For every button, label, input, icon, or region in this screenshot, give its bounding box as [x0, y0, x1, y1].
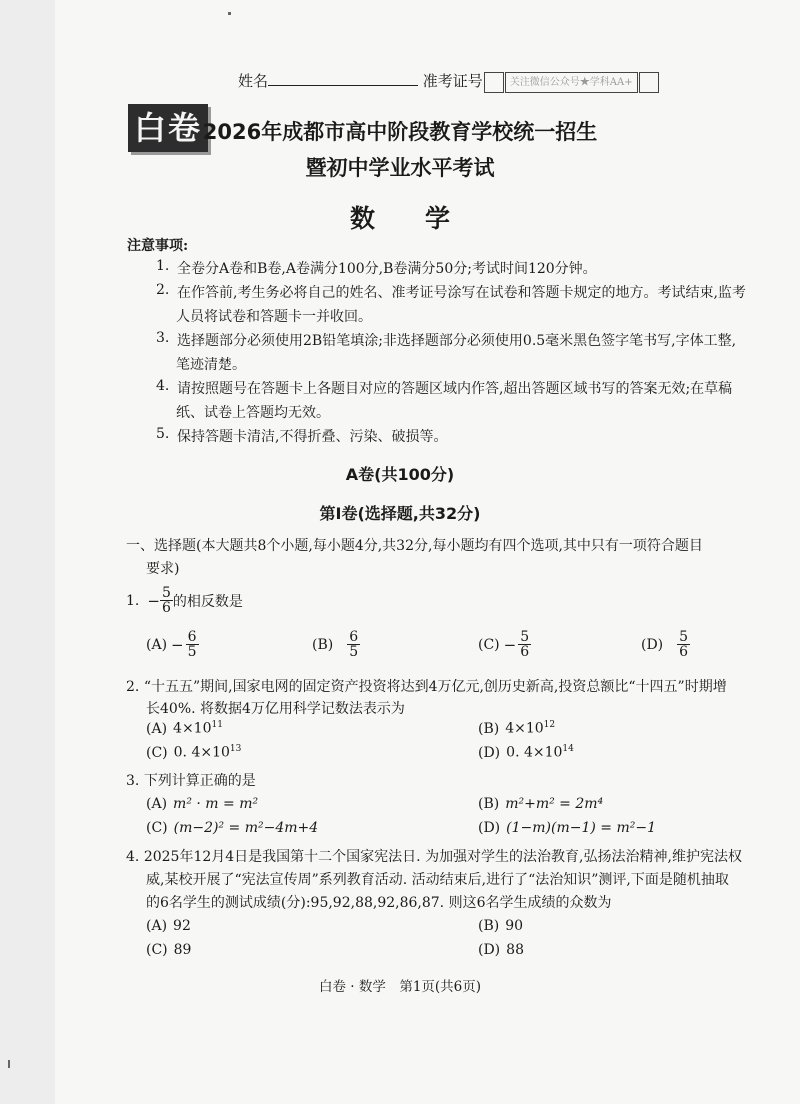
note-number: 2. [156, 282, 170, 298]
note-number: 5. [156, 426, 170, 442]
option [478, 630, 531, 659]
denominator: 6 [520, 644, 530, 660]
note-text: 在作答前,考生务必将自己的姓名、准考证号涂写在试卷和答题卡规定的地方。考试结束,监考 [177, 285, 746, 301]
option-exponent: 12 [543, 720, 556, 730]
fraction [347, 630, 360, 659]
option-base: 4×10 [173, 720, 212, 737]
question-text: 下列计算正确的是 [143, 773, 256, 789]
subject-title: 数 学 [349, 204, 450, 233]
option [478, 942, 524, 958]
notes-heading: 注意事项: [127, 238, 189, 254]
minus-sign: − [147, 591, 160, 610]
page-footer: 白卷 · 数学 第1页(共6页) [318, 979, 482, 995]
option-base: 0. 4×10 [506, 744, 563, 761]
question-text: 的相反数是 [172, 593, 243, 610]
note-text: 请按照题号在答题卡上各题目对应的答题区域内作答,超出答题区域书写的答案无效;在草稿 [177, 381, 733, 397]
scan-mark [8, 1060, 10, 1068]
option-label: (C) [146, 942, 168, 958]
option-exponent: 11 [211, 720, 223, 730]
question-2-cont: 长40%. 将数据4万亿用科学记数法表示为 [146, 701, 405, 717]
name-label: 姓名 [238, 72, 269, 90]
minus-sign: − [503, 635, 517, 654]
option-label: (D) [478, 744, 501, 761]
option-text: 89 [173, 942, 192, 958]
choice-instructions: 一、选择题(本大题共8个小题,每小题4分,共32分,每小题均有四个选项,其中只有一项符合题目 [126, 538, 703, 554]
option-label: (A) [146, 918, 168, 934]
option-label: (B) [478, 918, 500, 934]
option-label: (A) [146, 796, 168, 812]
question-text: “十五五”期间,国家电网的固定资产投资将达到4万亿元,创历史新高,投资总额比“十四五”时期增 [143, 679, 727, 695]
fraction [677, 630, 690, 659]
option-label: (A) [146, 636, 168, 653]
option-label: (D) [641, 636, 664, 653]
option-exponent: 14 [562, 744, 574, 754]
fraction [518, 630, 531, 659]
denominator: 6 [679, 644, 689, 660]
exam-title: 2026年成都市高中阶段教育学校统一招生 [202, 120, 598, 144]
option-text: (1−m)(m−1) = m²−1 [506, 820, 656, 836]
option-label: (A) [146, 720, 168, 737]
option-label: (B) [478, 720, 500, 737]
id-label: 准考证号 [422, 72, 483, 90]
option [146, 744, 241, 761]
option [146, 918, 191, 934]
option-base: 0. 4×10 [173, 744, 230, 761]
note-text: 人员将试卷和答题卡一并收回。 [176, 309, 372, 325]
denominator: 5 [187, 644, 197, 660]
id-box [484, 72, 504, 93]
question-number: 2. [126, 679, 140, 695]
option-label: (B) [312, 636, 334, 653]
option [146, 820, 318, 836]
question-number: 1. [126, 592, 140, 609]
option-text: 90 [505, 918, 524, 934]
note-number: 1. [156, 258, 170, 274]
candidate-info-row [238, 70, 659, 93]
numerator: 5 [520, 629, 530, 645]
question-4-cont: 威,某校开展了“宪法宣传周”系列教育活动. 活动结束后,进行了“法治知识”测评,下面是随机抽取 [146, 872, 729, 888]
option-label: (B) [478, 796, 500, 812]
option-label: (C) [146, 820, 168, 836]
option [146, 630, 199, 659]
part-1-title: 第Ⅰ卷(选择题,共32分) [319, 504, 481, 523]
question-1 [126, 586, 243, 615]
note-text: 保持答题卡清洁,不得折叠、污染、破损等。 [177, 429, 448, 445]
note-text: 笔迹清楚。 [176, 357, 246, 373]
numerator: 6 [349, 629, 359, 645]
question-4-cont: 的6名学生的测试成绩(分):95,92,88,92,86,87. 则这6名学生成绩的众数为 [146, 895, 612, 911]
minus-sign: − [171, 635, 184, 654]
option [641, 630, 690, 659]
numerator: 5 [679, 629, 689, 645]
option-label: (C) [146, 744, 168, 761]
scan-mark [228, 12, 231, 15]
question-4 [126, 846, 742, 866]
numerator: 6 [187, 629, 197, 645]
question-2 [126, 676, 727, 696]
option [146, 720, 223, 737]
option-label: (D) [478, 820, 501, 836]
option-text: (m−2)² = m²−4m+4 [173, 820, 319, 836]
option [478, 744, 574, 761]
numerator: 5 [161, 585, 171, 601]
option [312, 630, 360, 659]
fraction [186, 630, 199, 659]
note-text: 选择题部分必须使用2B铅笔填涂;非选择题部分必须使用0.5毫米黑色签字笔书写,字体工整, [177, 333, 737, 349]
note-number: 3. [156, 330, 170, 346]
option-label: (C) [478, 636, 500, 653]
fraction [160, 586, 173, 615]
question-number: 4. [126, 849, 140, 865]
name-blank [268, 71, 418, 86]
option-base: 4×10 [505, 720, 544, 737]
id-watermark: 关注微信公众号★学科AA+ [505, 72, 638, 93]
denominator: 6 [161, 600, 171, 616]
option [478, 918, 523, 934]
question-number: 3. [126, 773, 140, 789]
section-a-title: A卷(共100分) [345, 465, 455, 484]
note-number: 4. [156, 378, 170, 394]
option [478, 820, 656, 836]
option-label: (D) [478, 942, 501, 958]
question-3 [126, 770, 256, 790]
option-text: m² · m = m² [173, 796, 259, 812]
option [478, 720, 555, 737]
option-text: 88 [506, 942, 524, 958]
exam-subtitle: 暨初中学业水平考试 [305, 156, 495, 180]
option-text: 92 [173, 918, 191, 934]
option [478, 796, 603, 812]
option-text: m²+m² = 2m⁴ [505, 796, 604, 812]
paper-type-badge: 白卷 [128, 104, 208, 152]
question-text: 2025年12月4日是我国第十二个国家宪法日. 为加强对学生的法治教育,弘扬法治精神,维护宪法权 [143, 849, 742, 865]
note-text: 全卷分A卷和B卷,A卷满分100分,B卷满分50分;考试时间120分钟。 [177, 261, 597, 277]
denominator: 5 [349, 644, 359, 660]
choice-instructions-cont: 要求) [146, 561, 180, 577]
option [146, 796, 258, 812]
option [146, 942, 191, 958]
option-exponent: 13 [229, 744, 242, 754]
note-text: 纸、试卷上答题均无效。 [176, 405, 330, 421]
id-box [639, 72, 659, 93]
